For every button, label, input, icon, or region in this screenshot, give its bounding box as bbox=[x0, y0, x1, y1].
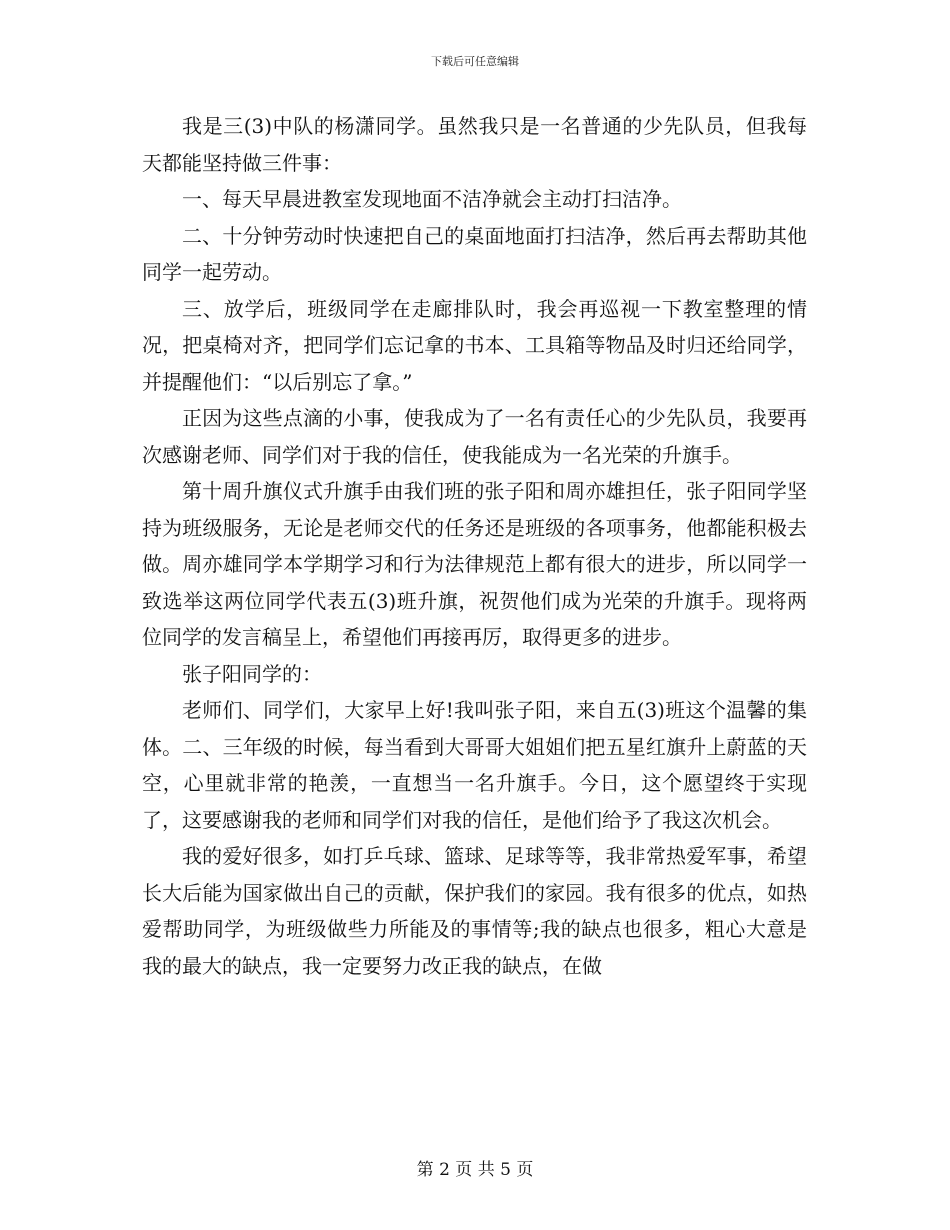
paragraph: 第十周升旗仪式升旗手由我们班的张子阳和周亦雄担任，张子阳同学坚持为班级服务，无论是老师交代的任务还是班级的各项事务，他都能积极去做。周亦雄同学本学期学习和行为法律规范上都有很大的进步，所以同学一致选举这两位同学代表五(3)班升旗，祝贺他们成为光荣的升旗手。现将两位同学的发言稿呈上，希望他们再接再厉，取得更多的进步。 bbox=[142, 479, 807, 649]
paragraph: 一、每天早晨进教室发现地面不洁净就会主动打扫洁净。 bbox=[182, 187, 682, 211]
paragraph: 正因为这些点滴的小事，使我成为了一名有责任心的少先队员，我要再次感谢老师、同学们对于我的信任，使我能成为一名光荣的升旗手。 bbox=[142, 406, 807, 467]
page-footer: 第 2 页 共 5 页 bbox=[416, 1160, 534, 1180]
paragraph: 张子阳同学的： bbox=[182, 661, 322, 686]
paragraph: 老师们、同学们，大家早上好!我叫张子阳，来自五(3)班这个温馨的集体。二、三年级的时候，每当看到大哥哥大姐姐们把五星红旗升上蔚蓝的天空，心里就非常的艳羡，一直想当一名升旗手。今日，这个愿望终于实现了，这要感谢我的老师和同学们对我的信任，是他们给予了我这次机会。 bbox=[142, 698, 807, 832]
page-header: 下载后可任意编辑 bbox=[431, 55, 519, 68]
paragraph: 我的爱好很多，如打乒乓球、篮球、足球等等，我非常热爱军事，希望长大后能为国家做出自己的贡献，保护我们的家园。我有很多的优点，如热爱帮助同学，为班级做些力所能及的事情等;我的缺点也很多，粗心大意是我的最大的缺点，我一定要努力改正我的缺点，在做 bbox=[142, 844, 807, 978]
paragraph: 三、放学后，班级同学在走廊排队时，我会再巡视一下教室整理的情况，把桌椅对齐，把同学们忘记拿的书本、工具箱等物品及时归还给同学，并提醒他们：“以后别忘了拿。” bbox=[142, 296, 807, 394]
paragraph: 我是三(3)中队的杨潇同学。虽然我只是一名普通的少先队员，但我每天都能坚持做三件事： bbox=[142, 114, 807, 175]
document-body bbox=[142, 108, 807, 984]
paragraph: 二、十分钟劳动时快速把自己的桌面地面打扫洁净，然后再去帮助其他同学一起劳动。 bbox=[142, 223, 807, 284]
